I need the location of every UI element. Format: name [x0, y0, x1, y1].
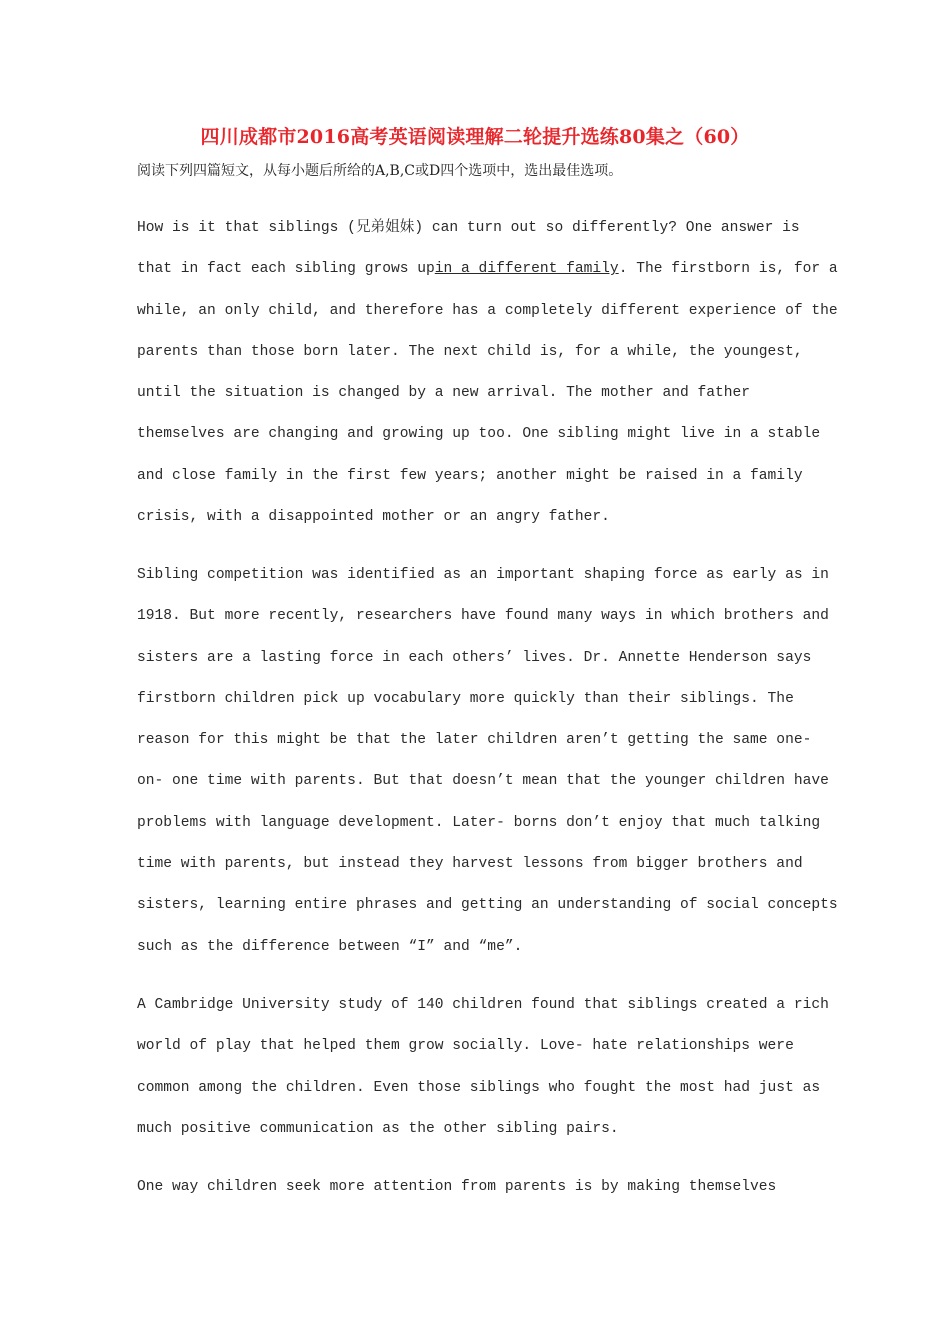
- paragraph-line: firstborn children pick up vocabulary more quickly than their siblings. The: [137, 690, 794, 707]
- paragraph-line: One way children seek more attention from parents is by making themselves: [137, 1179, 777, 1195]
- paragraph-4: [137, 1167, 827, 1208]
- paragraph-line: How is it that siblings (兄弟姐妹) can turn out so differently? One answer is: [137, 220, 800, 236]
- paragraph-line: such as the difference between “I” and “me”.: [137, 938, 523, 955]
- paragraph-line: time with parents, but instead they harvest lessons from bigger brothers and: [137, 856, 803, 873]
- document-title: 四川成都市2016高考英语阅读理解二轮提升选练80集之（60）: [200, 126, 750, 148]
- instruction-text: 阅读下列四篇短文，从每小题后所给的A,B,C或D四个选项中，选出最佳选项。: [137, 163, 623, 179]
- paragraph-line: common among the children. Even those siblings who fought the most had just as: [137, 1079, 821, 1096]
- paragraph-line: Sibling competition was identified as an important shaping force as early as in: [137, 567, 829, 583]
- paragraph-line: parents than those born later. The next child is, for a while, the youngest,: [137, 343, 803, 360]
- paragraph-1: [137, 208, 838, 538]
- paragraph-line: until the situation is changed by a new arrival. The mother and father: [137, 385, 751, 402]
- paragraph-line: sisters are a lasting force in each others’ lives. Dr. Annette Henderson says: [137, 649, 812, 666]
- paragraph-2: [137, 555, 838, 968]
- paragraph-3: [137, 985, 827, 1150]
- paragraph-line: world of play that helped them grow socially. Love- hate relationships were: [137, 1038, 794, 1055]
- paragraph-line: problems with language development. Later- borns don’t enjoy that much talking: [137, 814, 821, 831]
- paragraph-line: sisters, learning entire phrases and getting an understanding of social concepts: [137, 897, 838, 914]
- line-text: . The firstborn is, for a: [618, 261, 838, 278]
- paragraph-line: crisis, with a disappointed mother or an angry father.: [137, 509, 610, 526]
- paragraph-line: much positive communication as the other sibling pairs.: [137, 1120, 619, 1137]
- paragraph-line: while, an only child, and therefore has a completely different experience of the: [137, 302, 838, 319]
- paragraph-line: reason for this might be that the later children aren’t getting the same one-: [137, 732, 812, 749]
- line-text: that in fact each sibling grows up: [137, 261, 435, 278]
- paragraph-line: 1918. But more recently, researchers have found many ways in which brothers and: [137, 608, 829, 625]
- paragraph-line: and close family in the first few years; another might be raised in a family: [137, 467, 803, 484]
- paragraph-line: A Cambridge University study of 140 children found that siblings created a rich: [137, 997, 829, 1013]
- paragraph-line: themselves are changing and growing up too. One sibling might live in a stable: [137, 426, 821, 443]
- paragraph-line: on- one time with parents. But that doesn’t mean that the younger children have: [137, 773, 829, 790]
- underlined-phrase: in a different family: [434, 261, 619, 278]
- paragraph-line: [137, 249, 838, 290]
